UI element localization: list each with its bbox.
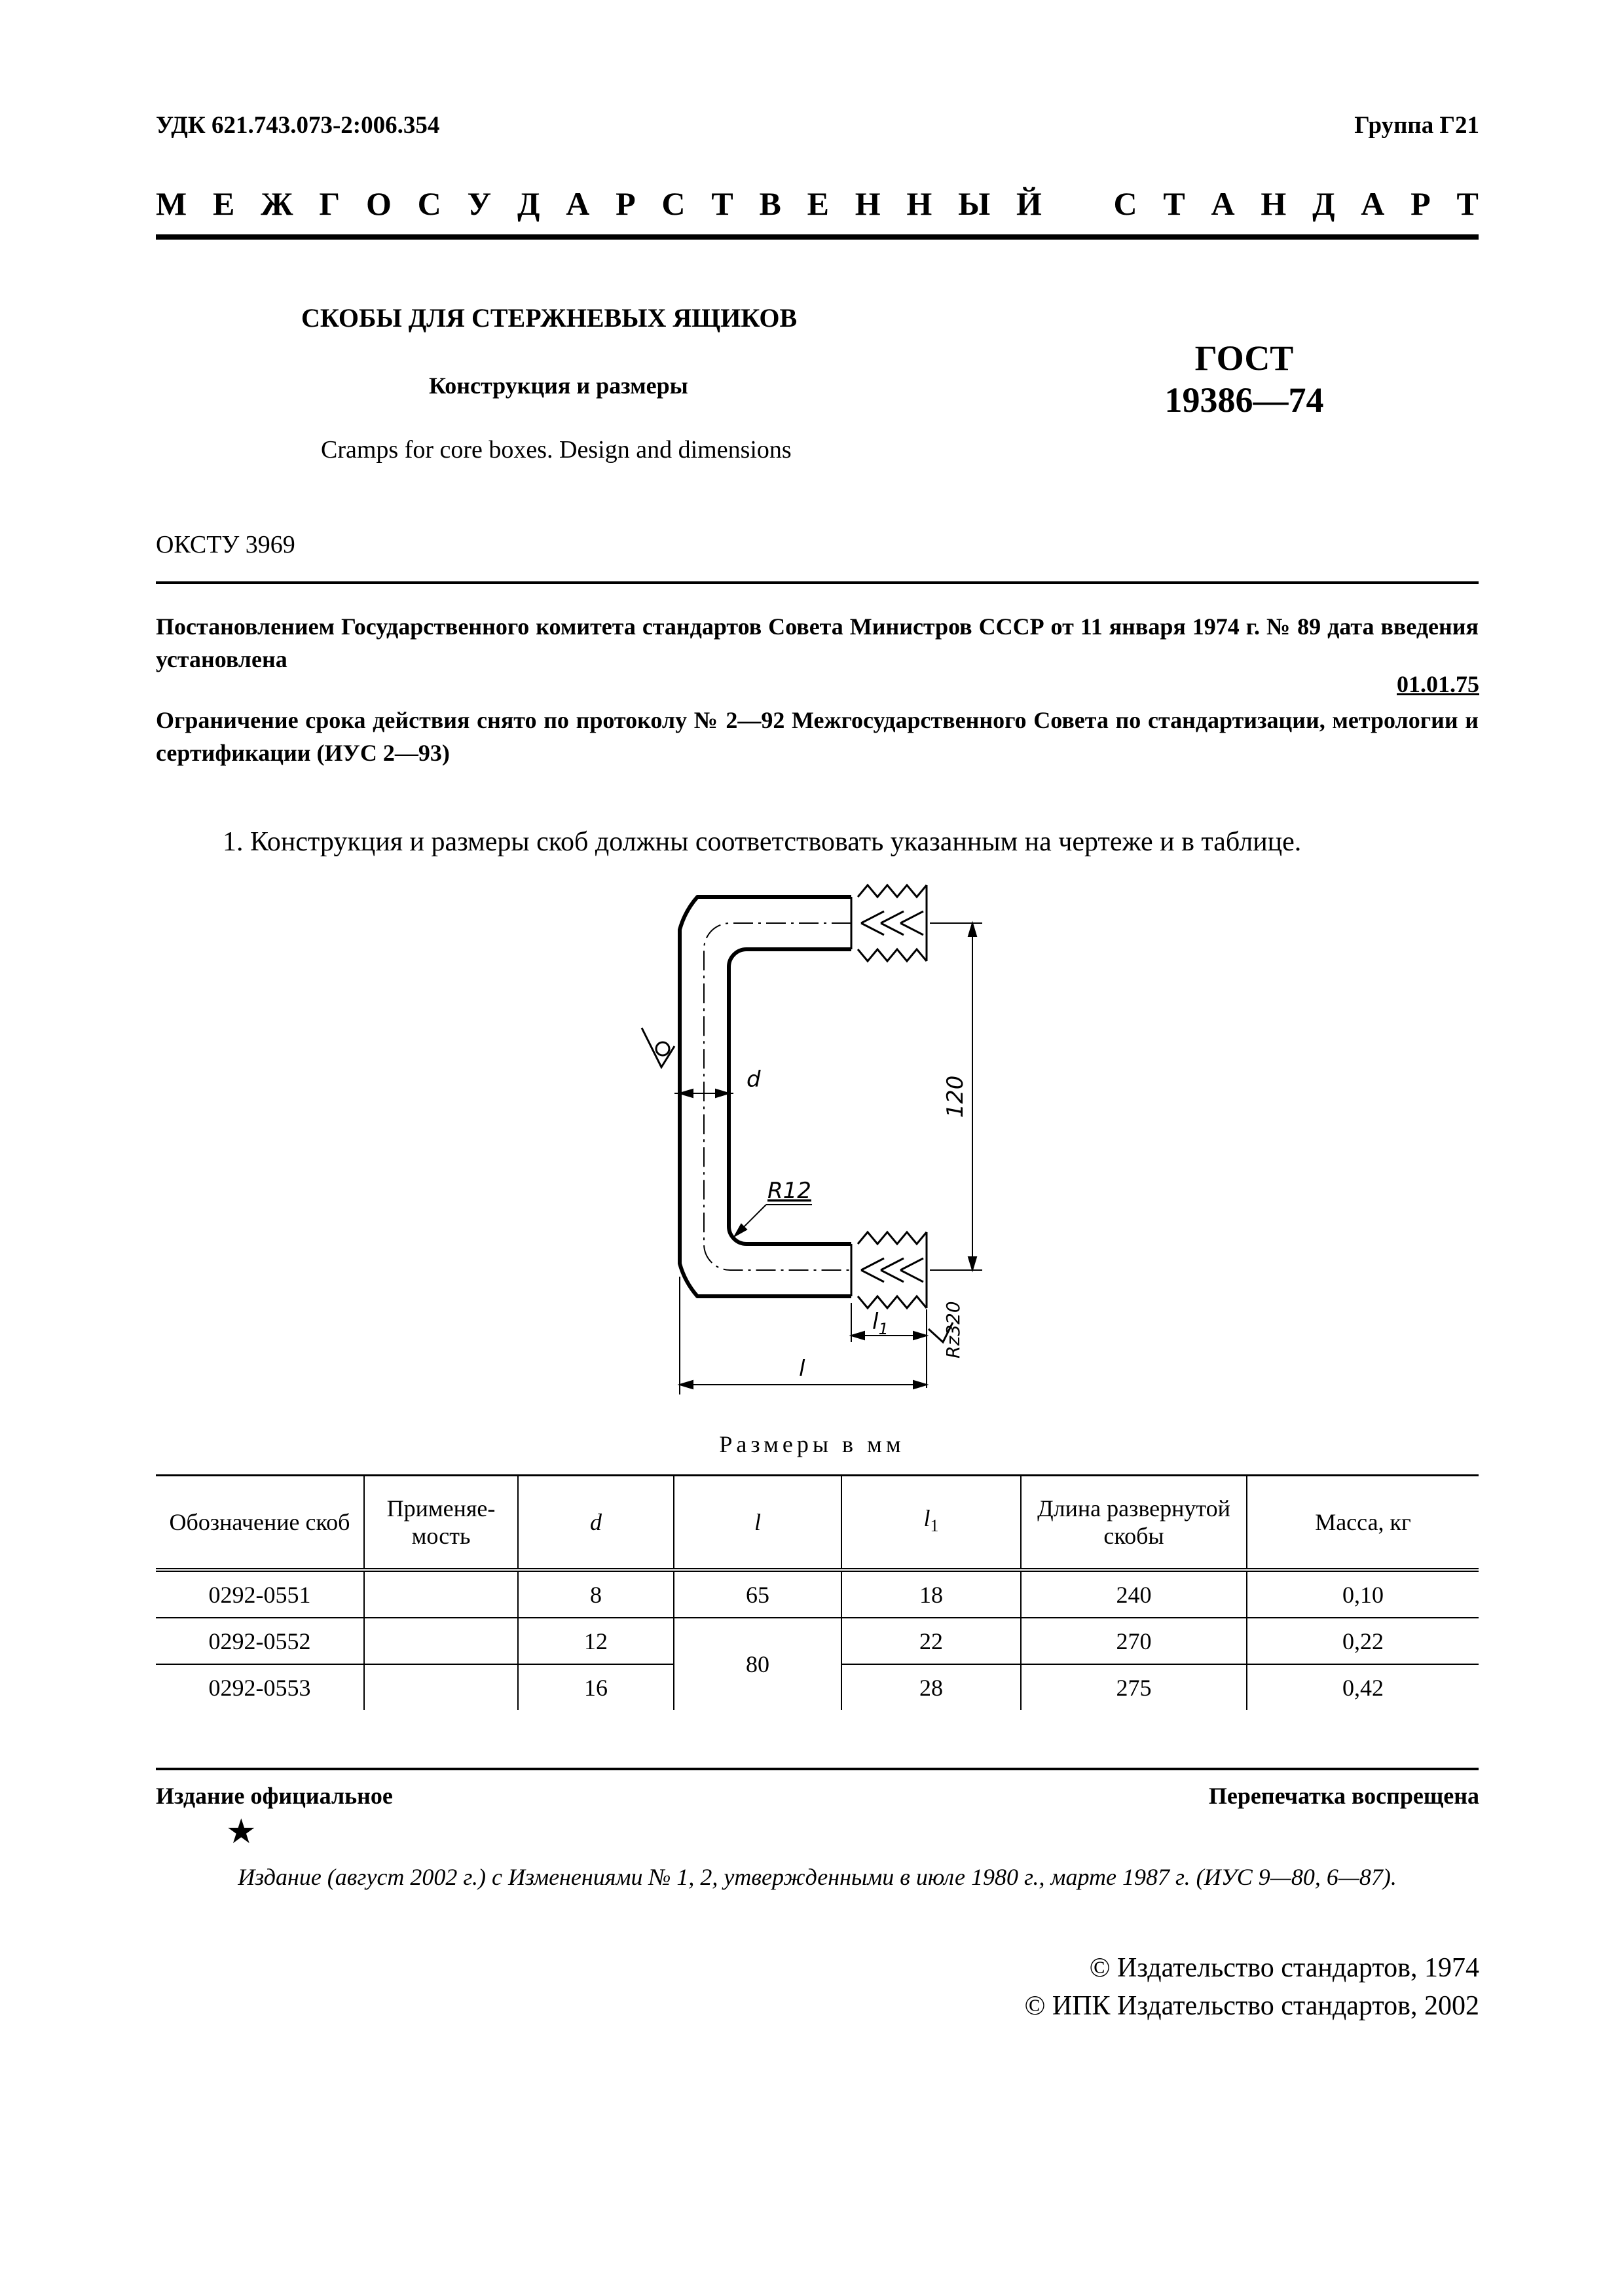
- heading-letter: Р: [1410, 185, 1431, 222]
- star-icon: ★: [226, 1813, 257, 1851]
- heading-letter: Н: [1261, 185, 1287, 222]
- heading-letter: А: [1211, 185, 1235, 222]
- cramp-axis-line: [704, 923, 851, 1270]
- heading-letter: О: [365, 185, 392, 222]
- heading-letter: Д: [1312, 185, 1335, 222]
- roughness-rz320-label: Rz320: [942, 1301, 964, 1358]
- interstate-standard-heading: [156, 185, 1479, 223]
- header-rule: [156, 234, 1479, 240]
- cramp-drawing: [589, 871, 1048, 1408]
- heading-letter: Й: [1016, 185, 1042, 222]
- heading-letter: Т: [711, 185, 733, 222]
- cell-applicability: [364, 1664, 518, 1710]
- cell-length: 240: [1021, 1570, 1247, 1618]
- table-header-row: [156, 1476, 1479, 1571]
- gost-label: ГОСТ: [1194, 338, 1294, 378]
- cell-designation: 0292-0553: [156, 1664, 364, 1710]
- cell-mass: 0,42: [1247, 1664, 1479, 1710]
- copyright-1974: © Издательство стандартов, 1974: [1089, 1953, 1479, 1983]
- gost-number: 19386—74: [1164, 380, 1324, 420]
- cell-mass: 0,10: [1247, 1570, 1479, 1618]
- heading-letter: С: [661, 185, 686, 222]
- cell-l1: 18: [841, 1570, 1021, 1618]
- heading-letter: Е: [212, 185, 235, 222]
- group-code: Группа Г21: [1354, 112, 1479, 139]
- heading-letter: А: [1361, 185, 1385, 222]
- cell-mass: 0,22: [1247, 1618, 1479, 1664]
- dimension-l1-label: [872, 1309, 889, 1338]
- upper-barbs: [851, 885, 927, 961]
- cell-designation: 0292-0552: [156, 1618, 364, 1664]
- heading-letter: Т: [1163, 185, 1185, 222]
- header-mass: Масса, кг: [1247, 1476, 1479, 1571]
- heading-letter: Т: [1456, 185, 1479, 222]
- dimension-d-label: d: [746, 1066, 761, 1093]
- cell-d: 16: [518, 1664, 674, 1710]
- udk-code: УДК 621.743.073-2:006.354: [156, 112, 440, 139]
- dimension-l-label: l: [799, 1356, 805, 1382]
- cell-length: 270: [1021, 1618, 1247, 1664]
- table-row: [156, 1618, 1479, 1664]
- cell-l1: 22: [841, 1618, 1021, 1664]
- heading-letter: М: [156, 185, 187, 222]
- heading-letter: Ы: [958, 185, 991, 222]
- heading-letter: С: [417, 185, 441, 222]
- dimension-l1: [851, 1303, 927, 1388]
- header-l1: [841, 1476, 1021, 1571]
- cell-l-merged: 80: [674, 1618, 841, 1710]
- dimension-r12-label: R12: [767, 1178, 811, 1204]
- standard-title: СКОБЫ ДЛЯ СТЕРЖНЕВЫХ ЯЩИКОВ: [301, 303, 798, 333]
- dimension-120-label: 120: [942, 1075, 968, 1118]
- official-edition-label: Издание официальное: [156, 1783, 393, 1809]
- decree-text: Постановлением Государственного комитета стандартов Совета Министров СССР от 11 января 1974 г. № 89 дата введения установлена: [156, 613, 1479, 672]
- copyright-2002: © ИПК Издательство стандартов, 2002: [1024, 1991, 1479, 2021]
- lower-barbs: [851, 1232, 927, 1308]
- clause-1: 1. Конструкция и размеры скоб должны соответствовать указанным на чертеже и в таблице.: [223, 827, 1302, 857]
- cell-l1: 28: [841, 1664, 1021, 1710]
- cell-applicability: [364, 1618, 518, 1664]
- introduction-date: 01.01.75: [1397, 671, 1479, 697]
- header-applicability: Применяе-мость: [364, 1476, 518, 1571]
- heading-letter: Н: [855, 185, 881, 222]
- cell-l: 65: [674, 1570, 841, 1618]
- cell-d: 12: [518, 1618, 674, 1664]
- header-unfolded-length: Длина развернутой скобы: [1021, 1476, 1247, 1571]
- header-d: d: [518, 1476, 674, 1571]
- cramp-outer-contour: [680, 897, 851, 1296]
- heading-letter: Н: [906, 185, 932, 222]
- cell-designation: 0292-0551: [156, 1570, 364, 1618]
- heading-letter: Р: [616, 185, 636, 222]
- heading-letter: Д: [517, 185, 540, 222]
- cell-d: 8: [518, 1570, 674, 1618]
- roughness-symbol-left: [642, 1028, 674, 1067]
- heading-letter: У: [467, 185, 492, 222]
- okstu-rule: [156, 581, 1479, 584]
- gost-designation: [1048, 337, 1441, 421]
- dimension-l1-subscript: 1: [878, 1320, 889, 1338]
- dimensions-table: [156, 1474, 1479, 1710]
- dimension-r12: [735, 1205, 812, 1236]
- edition-note: Издание (август 2002 г.) с Изменениями № 1, 2, утвержденными в июле 1980 г., марте 1987 г. (ИУС 9—80, 6—87).: [238, 1864, 1397, 1890]
- limitation-text: Ограничение срока действия снято по протоколу № 2—92 Межгосударственного Совета по стандартизации, метрологии и сертификации (ИУС 2—93): [156, 707, 1479, 766]
- heading-letter: Г: [319, 185, 341, 222]
- reprint-prohibited-label: Перепечатка воспрещена: [1208, 1783, 1479, 1809]
- header-l1-subscript: 1: [930, 1516, 939, 1536]
- cell-length: 275: [1021, 1664, 1247, 1710]
- cell-applicability: [364, 1570, 518, 1618]
- table-row: [156, 1570, 1479, 1618]
- footer-rule: [156, 1768, 1479, 1770]
- heading-gap: [1068, 185, 1088, 223]
- english-title: Cramps for core boxes. Design and dimensions: [321, 436, 792, 464]
- header-designation: Обозначение скоб: [156, 1476, 364, 1571]
- heading-letter: А: [566, 185, 590, 222]
- heading-letter: Ж: [261, 185, 293, 222]
- heading-letter: Е: [807, 185, 829, 222]
- okstu-code: ОКСТУ 3969: [156, 531, 295, 558]
- heading-letter: В: [759, 185, 781, 222]
- standard-subtitle: Конструкция и размеры: [429, 373, 688, 399]
- header-l1-base: l: [923, 1504, 931, 1531]
- units-caption: Размеры в мм: [719, 1431, 905, 1457]
- header-l: l: [674, 1476, 841, 1571]
- dimension-l1-base: l: [872, 1309, 879, 1335]
- heading-letter: С: [1113, 185, 1137, 222]
